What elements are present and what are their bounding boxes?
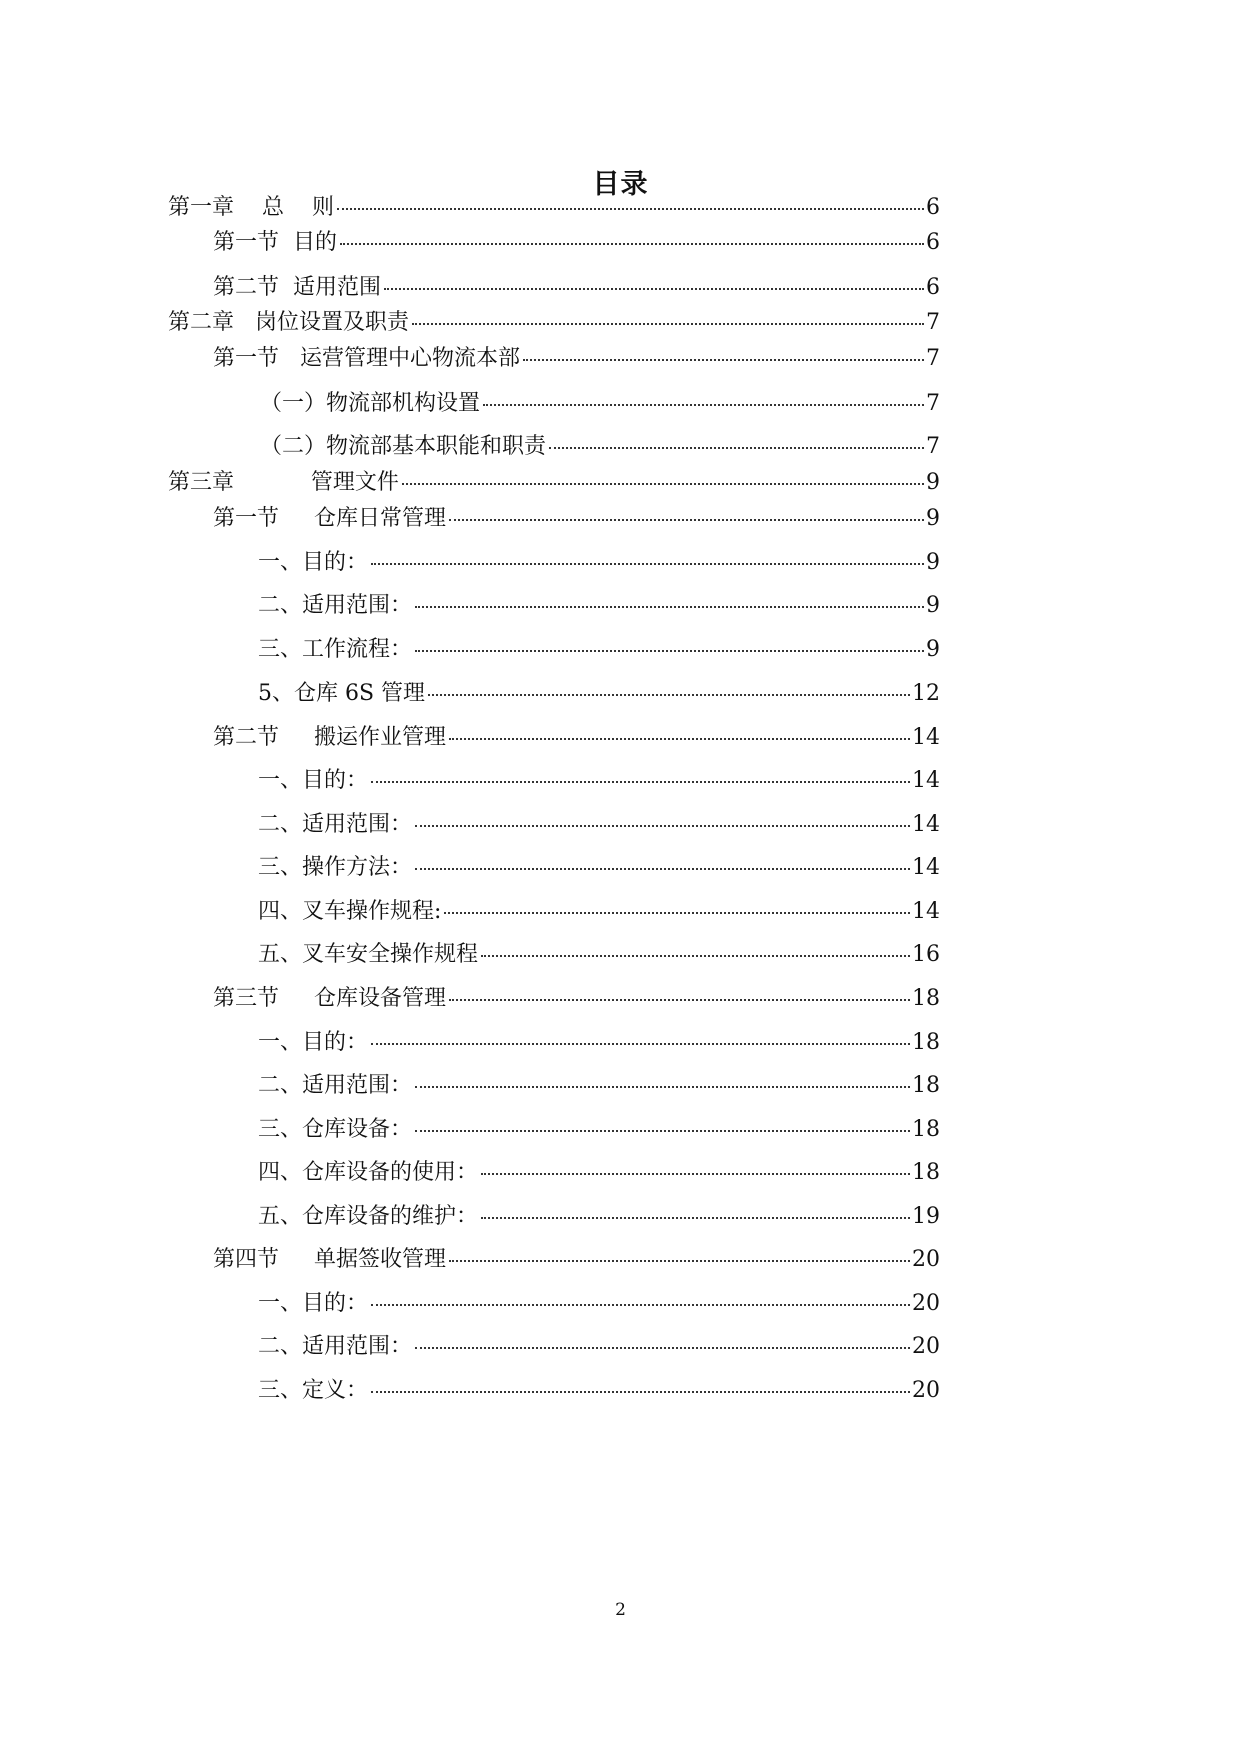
toc-entry-label: 五、仓库设备的维护： xyxy=(258,1204,479,1229)
toc-dot-leader xyxy=(449,519,924,521)
toc-entry-page-number: 6 xyxy=(926,195,940,220)
toc-entry[interactable] xyxy=(258,1071,940,1101)
toc-entry-label: 第二节 适用范围 xyxy=(213,275,381,300)
toc-entry-label: 五、叉车安全操作规程 xyxy=(258,942,479,967)
toc-dot-leader xyxy=(371,1391,910,1393)
toc-entry[interactable] xyxy=(258,591,940,621)
toc-entry-page-number: 16 xyxy=(912,942,940,967)
toc-dot-leader xyxy=(384,288,924,290)
toc-dot-leader xyxy=(483,404,924,406)
toc-entry[interactable] xyxy=(258,635,940,665)
toc-entry[interactable] xyxy=(213,984,940,1014)
footer-page-number: 2 xyxy=(615,1600,626,1620)
toc-entry-page-number: 7 xyxy=(926,434,940,459)
toc-entry-label: 三、操作方法： xyxy=(258,855,413,880)
toc-entry-label: 二、适用范围： xyxy=(258,812,413,837)
toc-dot-leader xyxy=(371,1043,910,1045)
toc-dot-leader xyxy=(415,868,910,870)
toc-entry-label: 第一节 目的 xyxy=(213,230,337,255)
toc-entry[interactable] xyxy=(258,766,940,796)
toc-dot-leader xyxy=(415,1086,910,1088)
toc-entry-page-number: 14 xyxy=(912,899,940,924)
toc-entry[interactable] xyxy=(258,810,940,840)
toc-dot-leader xyxy=(449,999,910,1001)
toc-dot-leader xyxy=(444,912,910,914)
toc-entry[interactable] xyxy=(258,1115,940,1145)
toc-entry-page-number: 6 xyxy=(926,275,940,300)
toc-dot-leader xyxy=(415,1347,910,1349)
toc-dot-leader xyxy=(402,483,924,485)
toc-entry[interactable] xyxy=(168,468,940,498)
toc-entry-page-number: 6 xyxy=(926,230,940,255)
toc-dot-leader xyxy=(371,1304,910,1306)
toc-entry[interactable] xyxy=(213,723,940,753)
toc-dot-leader xyxy=(415,825,910,827)
toc-entry-label: 第四节 单据签收管理 xyxy=(213,1247,446,1272)
toc-entry-label: （二）物流部基本职能和职责 xyxy=(260,434,547,459)
toc-entry-label: 一、目的： xyxy=(258,1030,369,1055)
toc-entry-label: 四、仓库设备的使用： xyxy=(258,1160,479,1185)
toc-entry-page-number: 14 xyxy=(912,725,940,750)
toc-entry-page-number: 19 xyxy=(912,1204,940,1229)
toc-entry-label: 一、目的： xyxy=(258,768,369,793)
toc-entry[interactable] xyxy=(258,1028,940,1058)
toc-entry-page-number: 14 xyxy=(912,855,940,880)
toc-entry-page-number: 18 xyxy=(912,986,940,1011)
toc-entry[interactable] xyxy=(258,679,940,709)
toc-entry-page-number: 9 xyxy=(926,470,940,495)
toc-dot-leader xyxy=(481,1217,910,1219)
toc-entry-page-number: 18 xyxy=(912,1117,940,1142)
toc-dot-leader xyxy=(412,323,924,325)
toc-entry-label: 二、适用范围： xyxy=(258,1334,413,1359)
toc-entry-label: （一）物流部机构设置 xyxy=(260,391,481,416)
toc-entry-page-number: 9 xyxy=(926,550,940,575)
toc-entry[interactable] xyxy=(213,344,940,374)
toc-entry-page-number: 9 xyxy=(926,593,940,618)
toc-entry[interactable] xyxy=(258,853,940,883)
toc-entry[interactable] xyxy=(258,548,940,578)
toc-entry-page-number: 20 xyxy=(912,1247,940,1272)
toc-entry-label: 5、仓库 6S 管理 xyxy=(258,681,426,706)
toc-entry-label: 三、工作流程： xyxy=(258,637,413,662)
toc-dot-leader xyxy=(415,650,924,652)
toc-entry-page-number: 14 xyxy=(912,768,940,793)
toc-entry-label: 四、叉车操作规程: xyxy=(258,899,442,924)
toc-entry[interactable] xyxy=(213,1245,940,1275)
toc-entry-page-number: 14 xyxy=(912,812,940,837)
toc-entry-page-number: 7 xyxy=(926,346,940,371)
toc-entry-label: 二、适用范围： xyxy=(258,1073,413,1098)
toc-dot-leader xyxy=(340,243,924,245)
toc-entry-label: 三、定义： xyxy=(258,1378,369,1403)
toc-dot-leader xyxy=(371,563,924,565)
toc-entry[interactable] xyxy=(258,897,940,927)
toc-entry-label: 一、目的： xyxy=(258,550,369,575)
toc-entry-label: 第一节 运营管理中心物流本部 xyxy=(213,346,520,371)
toc-dot-leader xyxy=(523,359,924,361)
toc-entry-label: 第三节 仓库设备管理 xyxy=(213,986,446,1011)
toc-title: 目录 xyxy=(592,169,649,200)
toc-dot-leader xyxy=(428,694,910,696)
toc-entry[interactable] xyxy=(213,504,940,534)
toc-entry[interactable] xyxy=(258,940,940,970)
toc-entry[interactable] xyxy=(258,1376,940,1406)
toc-entry-page-number: 20 xyxy=(912,1291,940,1316)
toc-entry-label: 第一节 仓库日常管理 xyxy=(213,506,446,531)
toc-entry[interactable] xyxy=(260,389,940,419)
toc-entry-page-number: 12 xyxy=(912,681,940,706)
toc-entry-page-number: 20 xyxy=(912,1378,940,1403)
toc-dot-leader xyxy=(415,1130,910,1132)
toc-entry-page-number: 18 xyxy=(912,1073,940,1098)
toc-dot-leader xyxy=(449,1260,910,1262)
toc-entry-label: 第二章 岗位设置及职责 xyxy=(168,310,409,335)
toc-entry-page-number: 9 xyxy=(926,637,940,662)
toc-entry-label: 第二节 搬运作业管理 xyxy=(213,725,446,750)
toc-entry[interactable] xyxy=(258,1332,940,1362)
toc-dot-leader xyxy=(337,208,924,210)
toc-entry[interactable] xyxy=(168,308,940,338)
toc-entry[interactable] xyxy=(258,1202,940,1232)
toc-entry-label: 二、适用范围： xyxy=(258,593,413,618)
toc-entry-page-number: 7 xyxy=(926,310,940,335)
toc-entry-label: 第一章 总 则 xyxy=(168,195,334,220)
toc-entry-page-number: 20 xyxy=(912,1334,940,1359)
toc-dot-leader xyxy=(481,1173,910,1175)
toc-entry[interactable] xyxy=(168,193,940,223)
toc-entry-label: 第三章 管理文件 xyxy=(168,470,399,495)
toc-dot-leader xyxy=(549,447,924,449)
toc-dot-leader xyxy=(415,606,924,608)
toc-entry-page-number: 7 xyxy=(926,391,940,416)
toc-dot-leader xyxy=(449,738,910,740)
toc-entry[interactable] xyxy=(258,1158,940,1188)
toc-dot-leader xyxy=(371,781,910,783)
toc-entry-page-number: 9 xyxy=(926,506,940,531)
toc-entry[interactable] xyxy=(213,273,940,303)
toc-entry-page-number: 18 xyxy=(912,1160,940,1185)
toc-entry-label: 一、目的： xyxy=(258,1291,369,1316)
toc-entry-page-number: 18 xyxy=(912,1030,940,1055)
toc-entry-label: 三、仓库设备： xyxy=(258,1117,413,1142)
toc-entry[interactable] xyxy=(258,1289,940,1319)
toc-entry[interactable] xyxy=(260,432,940,462)
toc-entry[interactable] xyxy=(213,228,940,258)
toc-dot-leader xyxy=(481,955,910,957)
